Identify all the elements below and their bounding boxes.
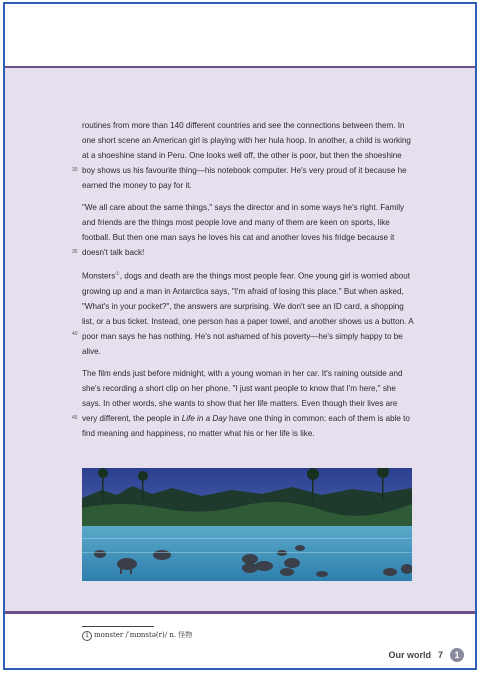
bottom-divider [5, 611, 475, 614]
unit-badge: 1 [450, 648, 464, 662]
paragraph-text-end: have one thing in common: each of them is able to find meaning and happiness, no matter what his or her life is like. [82, 413, 410, 438]
page-footer [388, 648, 464, 662]
footnote-text: monster /ˈmɒnstə(r)/ n. 怪物 [94, 631, 193, 639]
line-number: 40 [72, 331, 78, 337]
paragraph-1 [72, 118, 414, 193]
paragraph-3 [72, 267, 414, 359]
paragraph-4 [72, 366, 414, 441]
paragraph-text: "We all care about the same things," says the director and in some ways he's right. Family and friends are the things most people love and many of them are keen on sports, like football. But then one man says he loves his cat and another loves his fridge because it doesn't talk back! [82, 203, 405, 257]
footnote [82, 630, 192, 641]
section-title: Our world [388, 650, 431, 660]
paragraph-text: routines from more than 140 different countries and see the connections between them. In one short scene an American girl is playing with her hula hoop. In another, a child is working at a shoeshine stand in Peru. One looks well off, the other is poor, but then the shoeshine boy shows us his favourite thing—his notebook computer. He's very proud of it because he earned the money to pay for it. [82, 121, 411, 190]
paragraph-2 [72, 200, 414, 260]
top-divider [5, 66, 475, 68]
paragraph-lead: Monsters [82, 271, 116, 281]
footnote-rule [82, 626, 154, 627]
article-body [72, 118, 414, 448]
paragraph-text: The film ends just before midnight, with a young woman in her car. It's raining outside and she's recording a short clip on her phone. "I just want people to know that I'm here," she says. In other words, she wants to show that her life matters. Even though their lives are very different, the people in [82, 368, 403, 423]
footnote-marker: 1 [82, 631, 92, 641]
line-number: 45 [72, 414, 78, 421]
paragraph-text: , dogs and death are the things most people fear. One young girl is worried about growing up and a man in Antarctica says, "I'm afraid of losing this place." But when asked, "What's in your pocket?", the answers are surprising. We don't see an ID card, a shopping list, or a bus ticket. Instead, one person has a paper towel, and another shows us a button. A poor man says he has nothing. He's not ashamed of his poverty—he's simply happy to be alive. [82, 271, 414, 356]
elephants-river-photo [82, 468, 412, 581]
line-number: 35 [72, 249, 78, 255]
film-title: Life in a Day [181, 413, 227, 423]
footnote-ref[interactable]: ① [115, 271, 120, 277]
page-number: 7 [437, 650, 443, 660]
photo-illustration [82, 468, 412, 581]
line-number: 30 [72, 167, 78, 173]
